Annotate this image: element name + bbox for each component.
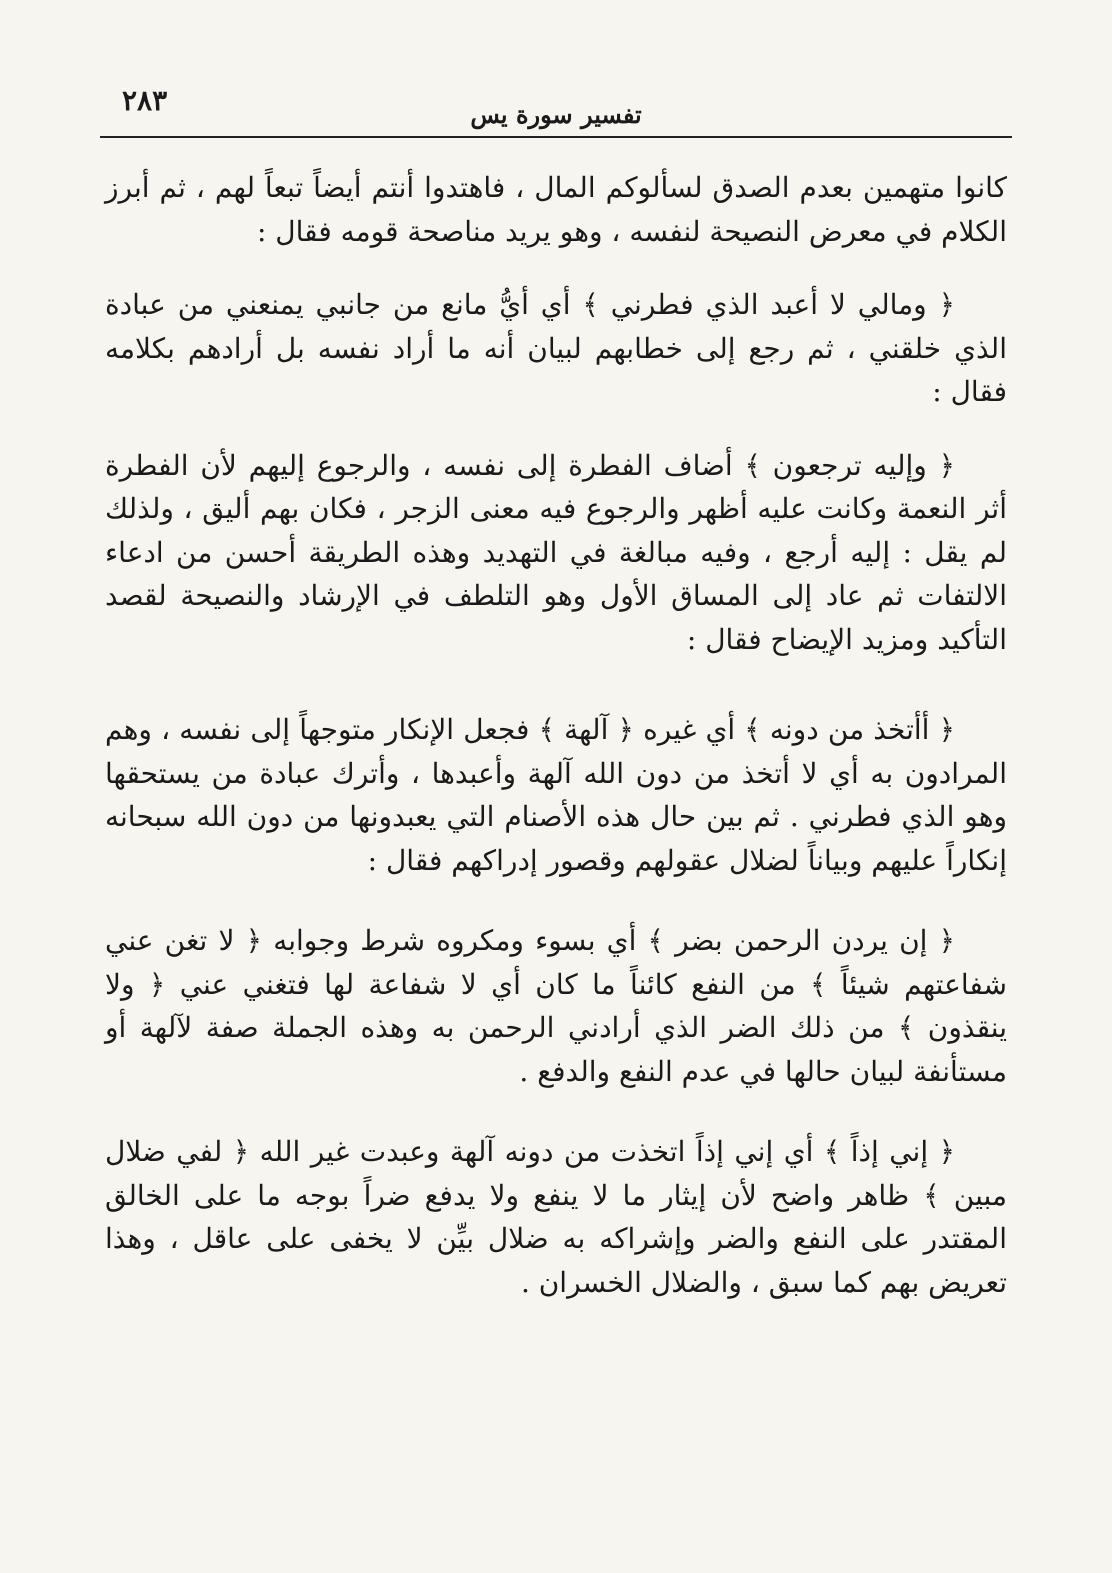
paragraph: ﴿ إني إذاً ﴾ أي إني إذاً اتخذت من دونه آلهة وعبدت غير الله ﴿ لفي ضلال مبين ﴾ ظاهر واضح لأن إيثار ما لا ينفع ولا يدفع ضراً بوجه ما على الخالق المقتدر على النفع والضر وإشراكه به ضلال بيِّن لا يخفى على عاقل ، وهذا تعريض بهم كما سبق ، والضلال الخسران . [105, 1135, 1007, 1299]
paragraph: كانوا متهمين بعدم الصدق لسألوكم المال ، فاهتدوا أنتم أيضاً تبعاً لهم ، ثم أبرز الكلام في معرض النصيحة لنفسه ، وهو يريد مناصحة قومه فقال : [105, 171, 1007, 248]
page-header [100, 80, 1012, 138]
paragraph: ﴿ ومالي لا أعبد الذي فطرني ﴾ أي أيُّ مانع من جانبي يمنعني من عبادة الذي خلقني ، ثم رجع إلى خطابهم لبيان أنه ما أراد نفسه بل أرادهم بكلامه فقال : [105, 288, 1007, 408]
page-number: ٢٨٣ [122, 84, 168, 117]
paragraph: ﴿ أأتخذ من دونه ﴾ أي غيره ﴿ آلهة ﴾ فجعل الإنكار متوجهاً إلى نفسه ، وهم المرادون به أي لا أتخذ من دون الله آلهة وأعبدها ، وأترك عبادة من يستحقها وهو الذي فطرني . ثم بين حال هذه الأصنام التي يعبدونها من دون الله سبحانه إنكاراً عليهم وبياناً لضلال عقولهم وقصور إدراكهم فقال : [105, 713, 1007, 877]
running-title: تفسير سورة يس [470, 100, 642, 129]
paragraph: ﴿ إن يردن الرحمن بضر ﴾ أي بسوء ومكروه شرط وجوابه ﴿ لا تغن عني شفاعتهم شيئاً ﴾ من النفع كائناً ما كان أي لا شفاعة لها فتغني عني ﴿ ولا ينقذون ﴾ من ذلك الضر الذي أرادني الرحمن به وهذه الجملة صفة لآلهة أو مستأنفة لبيان حالها في عدم النفع والدفع . [105, 924, 1007, 1088]
body-text [105, 166, 1007, 1304]
paragraph: ﴿ وإليه ترجعون ﴾ أضاف الفطرة إلى نفسه ، والرجوع إليهم لأن الفطرة أثر النعمة وكانت عليه أظهر والرجوع فيه معنى الزجر ، فكان بهم أليق ، ولذلك لم يقل : إليه أرجع ، وفيه مبالغة في التهديد وهذه الطريقة أحسن من ادعاء الالتفات ثم عاد إلى المساق الأول وهو التلطف في الإرشاد والنصيحة لقصد التأكيد ومزيد الإيضاح فقال : [105, 448, 1007, 656]
